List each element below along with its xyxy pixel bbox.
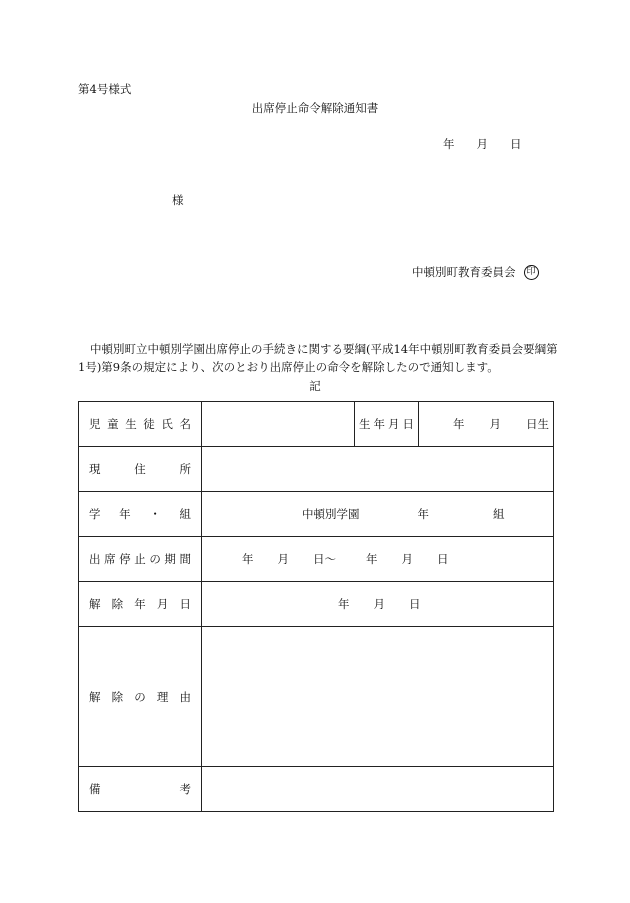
row-remarks	[79, 767, 554, 812]
label-char: 住	[134, 462, 146, 476]
value-grade[interactable]	[202, 492, 554, 537]
label-char: 月	[401, 552, 413, 566]
label-char: 月	[277, 552, 289, 566]
label-char: 席	[104, 552, 116, 566]
label-char: 日生	[526, 417, 549, 431]
label-char: ・	[149, 507, 161, 521]
label-char: 期	[164, 552, 176, 566]
label-char: 日～	[313, 552, 336, 566]
label-char: 出	[89, 552, 101, 566]
date-day: 日	[510, 137, 522, 151]
label-char: 年	[134, 597, 146, 611]
label-char: 除	[111, 597, 124, 611]
date-year: 年	[443, 137, 455, 151]
row-release-reason	[79, 627, 554, 767]
grade-year: 年	[417, 507, 429, 521]
label-char: 月	[489, 417, 501, 431]
label-char: 止	[134, 552, 146, 566]
value-release-date[interactable]	[202, 582, 554, 627]
label-char: 年	[366, 552, 378, 566]
issue-date	[443, 136, 522, 152]
ki-heading: 記	[309, 379, 321, 393]
label-char: 現	[89, 462, 101, 476]
form-number: 第4号様式	[78, 82, 132, 96]
label-char: 年	[453, 417, 465, 431]
label-char: 生	[125, 417, 137, 431]
label-student-name	[79, 402, 202, 447]
label-char: 名	[179, 417, 191, 431]
school-name: 中頓別学園	[302, 507, 360, 521]
label-char: の	[134, 689, 146, 704]
label-char: 月	[373, 597, 385, 611]
label-char: 年	[373, 417, 385, 431]
label-char: 考	[179, 782, 191, 796]
label-char: 児	[89, 417, 101, 431]
label-char: 日	[437, 552, 449, 566]
value-remarks[interactable]	[202, 767, 554, 812]
label-release-date	[79, 582, 202, 627]
row-release-date	[79, 582, 554, 627]
document-title: 出席停止命令解除通知書	[251, 101, 379, 115]
label-char: 解	[89, 597, 101, 611]
record-table	[78, 401, 554, 812]
value-suspension-period[interactable]	[202, 537, 554, 582]
label-char: 年	[338, 597, 350, 611]
issuer-name: 中頓別町教育委員会	[412, 265, 516, 279]
label-char: 日	[402, 417, 414, 431]
label-char: 解	[89, 689, 101, 704]
label-address	[79, 447, 202, 492]
value-birthdate[interactable]	[419, 402, 554, 447]
value-student-name[interactable]	[202, 402, 355, 447]
recipient-suffix: 様	[172, 193, 184, 207]
value-release-reason[interactable]	[202, 627, 554, 767]
row-address	[79, 447, 554, 492]
label-char: 停	[119, 552, 131, 566]
label-char: 組	[179, 507, 191, 521]
label-suspension-period	[79, 537, 202, 582]
label-char: 理	[156, 689, 169, 704]
label-char: 学	[89, 507, 101, 521]
label-char: 月	[388, 417, 400, 431]
label-char: 年	[119, 507, 131, 521]
label-char: 由	[179, 689, 191, 704]
label-char: 所	[179, 462, 191, 476]
body-paragraph: 中頓別町立中頓別学園出席停止の手続きに関する要綱(平成14年中頓別町教育委員会要綱第1号)第9条の規定により、次のとおり出席停止の命令を解除したので通知します。	[78, 342, 558, 374]
date-month: 月	[476, 137, 488, 151]
label-char: 日	[179, 597, 191, 611]
label-char: 童	[107, 417, 119, 431]
label-char: 生	[359, 417, 371, 431]
label-char: 年	[242, 552, 254, 566]
row-suspension-period	[79, 537, 554, 582]
label-remarks	[79, 767, 202, 812]
grade-class: 組	[493, 507, 505, 521]
label-char: 除	[111, 689, 124, 704]
label-char: 月	[156, 597, 169, 611]
label-char: 日	[409, 597, 421, 611]
label-char: 間	[179, 552, 191, 566]
row-grade	[79, 492, 554, 537]
label-birthdate	[355, 402, 419, 447]
label-release-reason	[79, 627, 202, 767]
label-char: の	[149, 552, 161, 566]
issuer	[412, 264, 539, 281]
label-grade	[79, 492, 202, 537]
label-char: 備	[89, 782, 101, 796]
label-char: 氏	[161, 417, 173, 431]
label-char: 徒	[143, 417, 155, 431]
row-student-name	[79, 402, 554, 447]
seal-stamp: 印	[524, 265, 539, 280]
value-address[interactable]	[202, 447, 554, 492]
